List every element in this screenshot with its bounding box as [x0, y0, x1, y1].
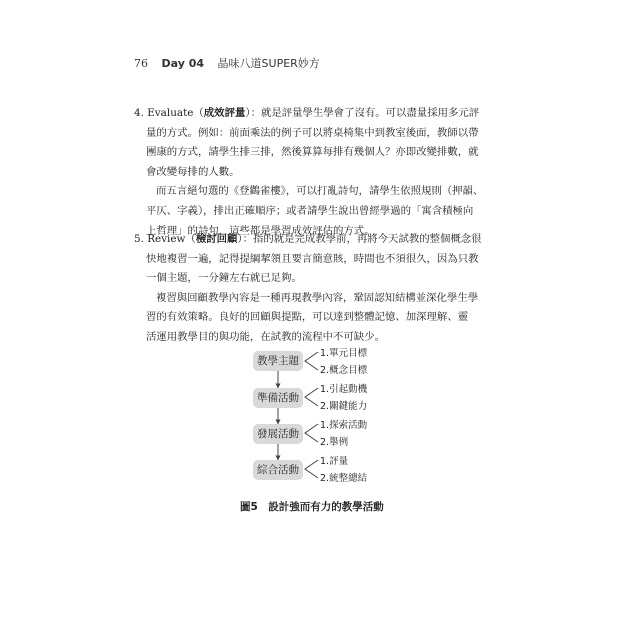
step-box-integration: 綜合活動	[253, 460, 303, 480]
step-item: 1.引起動機	[320, 384, 368, 395]
page-header	[134, 55, 320, 71]
body-line: 量的方式。例如：前面乘法的例子可以將桌椅集中到教室後面，教師以帶	[146, 126, 479, 139]
section-review-close: ）	[237, 233, 243, 245]
step-item: 1.單元目標	[320, 348, 368, 359]
section-review-line	[134, 230, 516, 250]
section-review-term: 檢討回顧	[195, 233, 238, 245]
body-line: 而五言絕句選的《登鸛雀樓》，可以打亂詩句，請學生依照規則（押韻、	[156, 185, 484, 198]
book-title: 晶味八道SUPER妙方	[217, 57, 320, 70]
section-evaluate-close: ）	[245, 107, 251, 119]
section-review-lead: 5. Review（	[134, 233, 196, 245]
section-evaluate-line	[134, 104, 516, 124]
body-line: ：指的就是完成教學前，再將今天試教的整個概念很	[242, 233, 482, 245]
body-line: 會改變每排的人數。	[146, 165, 240, 178]
body-line: 快地複習一遍，記得提綱挈領且要言簡意賅，時間也不須很久，因為只教	[146, 252, 479, 265]
section-evaluate	[134, 104, 516, 241]
figure-caption: 圖5 設計強而有力的教學活動	[240, 501, 384, 513]
body-line: 習的有效策略。良好的回顧與提點，可以達到整體記憶、加深理解、靈	[146, 311, 469, 324]
item-bracket	[305, 460, 318, 478]
step-item: 1.評量	[320, 456, 349, 467]
step-item: 1.探索活動	[320, 420, 368, 431]
step-box-preparation: 準備活動	[253, 388, 303, 408]
item-bracket	[305, 352, 318, 370]
body-line: 上哲理」的詩句，這些都是學習成效評估的方式。	[146, 224, 375, 237]
item-bracket	[305, 424, 318, 442]
body-line: 一個主題，一分鐘左右就已足夠。	[146, 272, 302, 285]
section-evaluate-term: 成效評量	[203, 107, 246, 119]
step-item: 2.舉例	[320, 437, 349, 448]
body-line: 平仄、字義），排出正確順序；或者請學生說出曾經學過的「寓含積極向	[146, 204, 474, 217]
page-number: 76	[134, 57, 148, 70]
section-review	[134, 230, 516, 348]
step-box-development: 發展活動	[253, 424, 303, 444]
section-evaluate-lead: 4. Evaluate（	[134, 107, 204, 119]
body-line: 團康的方式，請學生排三排，然後算算每排有幾個人？亦即改變排數，就	[146, 146, 479, 159]
step-item: 2.概念目標	[320, 365, 368, 376]
step-item: 2.關鍵能力	[320, 401, 368, 412]
body-line: 活運用教學目的與功能，在試教的流程中不可缺少。	[146, 330, 385, 343]
body-line: 複習與回顧教學內容是一種再現教學內容，鞏固認知結構並深化學生學	[156, 291, 479, 304]
body-line: ：就是評量學生學會了沒有。可以盡量採用多元評	[250, 107, 480, 119]
item-bracket	[305, 388, 318, 406]
step-box-teaching-topic: 教學主題	[253, 351, 303, 371]
day-label: Day 04	[161, 57, 205, 70]
step-item: 2.統整總結	[320, 473, 368, 484]
